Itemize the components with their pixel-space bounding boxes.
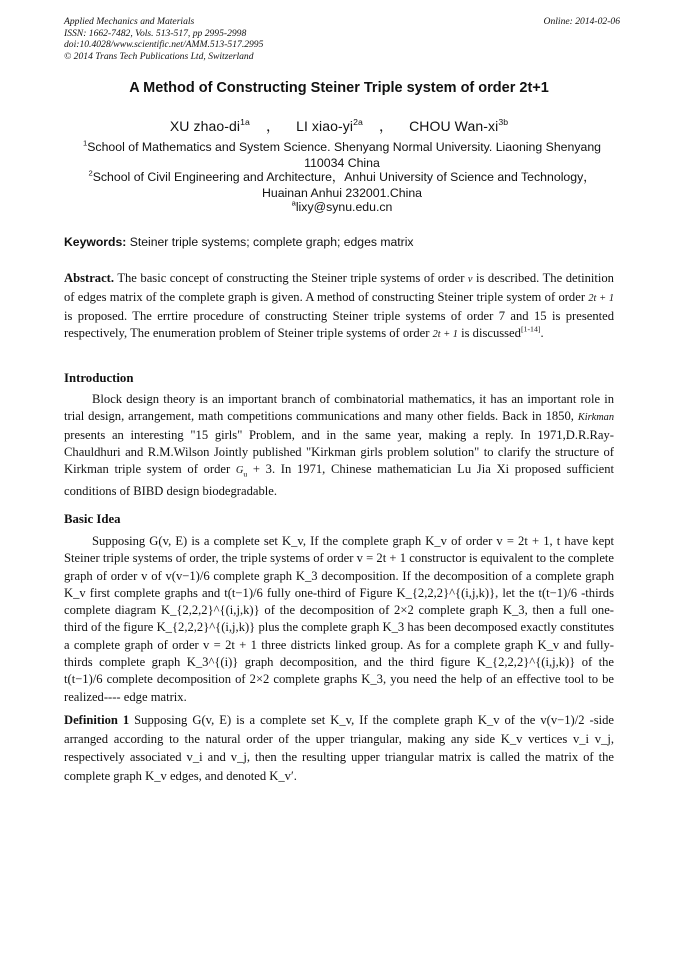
- online-date: Online: 2014-02-06: [543, 16, 620, 27]
- affiliation-1: $^1$School of Mathematics and System Science. Shenyang Normal University. Liaoning Shenyang 110034 China: [82, 138, 601, 170]
- introduction-paragraph: Block design theory is an important branch of combinatorial mathematics, it has an important role in trial design, arrangement, math competitions communications and many other fields. Back in 1850, Kirkman presents an interesting "15 girls" Problem, and in the same year, making a reply. In 1971,D.R.Ray-Chauldhuri and R.M.Wilson Jointly published "Kirkman girls problem solution" to clarify the structure of Kirkman triple system of order $G_u + 3$. In 1971, Chinese mathematician Lu Jia Xi proposed sufficient conditions of BIBD design biodegradable.: [64, 392, 614, 499]
- author-sup: 3b: [498, 116, 509, 127]
- section-heading-introduction: Introduction: [64, 371, 134, 385]
- author-list: XU zhao-$di^{1a}$ ， LI xiao-$yi^{2a}$ ， CHOU Wan-$xi^{3b}$: [169, 116, 509, 134]
- author-sup: 2a: [353, 116, 363, 127]
- abstract: Abstract. The basic concept of constructing the Steiner triple systems of order v is described. The detinition of edges matrix of the complete graph is given. A method of constructing Steiner triple system of order 2t + 1 is proposed. The errtire procedure of constructing Steiner triple systems of order 7 and 15 is presented respectively, The enumeration problem of Steiner triple systems of order 2t + 1 is discussed[1-14].: [64, 271, 614, 340]
- definition-label: Definition 1: [64, 713, 130, 727]
- journal-header: [64, 16, 620, 62]
- abstract-label: Abstract.: [64, 271, 115, 285]
- keywords: [64, 235, 620, 249]
- journal-name: Applied Mechanics and Materials: [64, 16, 195, 27]
- issn-line: ISSN: 1662-7482, Vols. 513-517, pp 2995-2998: [64, 27, 247, 39]
- author-name: CHOU Wan-xi: [409, 118, 499, 134]
- keywords-text: Steiner triple systems; complete graph; edges matrix: [129, 235, 414, 249]
- citation: [1-14]: [520, 324, 541, 334]
- keywords-label: Keywords:: [64, 235, 127, 249]
- section-heading-basic-idea: Basic Idea: [64, 512, 121, 526]
- paper-title: A Method of Constructing Steiner Triple system of order 2t+1: [129, 80, 549, 96]
- author-email: $^a$lixy@synu.edu.cn: [291, 198, 393, 214]
- affiliation-2: $^2$School of Civil Engineering and Architecture，Anhui University of Science and Technology， Huainan Anhui 232001.China: [88, 168, 596, 200]
- copyright-line: © 2014 Trans Tech Publications Ltd, Switzerland: [64, 50, 254, 62]
- author-name: LI xiao-yi: [296, 118, 354, 134]
- doi-line: doi:10.4028/www.scientific.net/AMM.513-517.2995: [64, 39, 264, 51]
- definition-1: [64, 711, 614, 785]
- author-name: XU zhao-di: [169, 118, 241, 134]
- author-sup: 1a: [240, 116, 250, 127]
- definition-text: Supposing G(v, E) is a complete set K_v, If the complete graph K_v of the v(v−1)/2 -side arranged according to the natural order of the upper triangular, making any side K_v vertices v_i v_j, respectively associated v_i and v_j, then the resulting upper triangular matrix is called the matrix of the complete graph K_v edges, and denoted K_v′.: [64, 713, 615, 783]
- basic-idea-paragraph: Supposing G(v, E) is a complete set K_v, If the complete graph K_v of order v = 2t + 1, t have kept Steiner triple systems of order, the triple systems of order v = 2t + 1 constructor is equivalent to the complete graph of order v of v(v−1)/6 complete graph K_3 decomposition. If the decomposition of a complete graph K_v first complete graphs and t(t−1)/6 fully one-third of Figure K_{2,2,2}^{(i,j,k)}, let the t(t−1)/6 -thirds complete diagram K_{2,2,2}^{(i,j,k)} of the decomposition of 2×2 complete graph K_3, then a full one-third of the figure K_{2,2,2}^{(i,j,k)} plus the complete graph K_3 has been decomposed exactly constitutes a complete graph of order v = 2t + 1 three districts linked group. As for a complete graph K_v and fully-thirds complete graph K_3^{(i)} graph decomposition, and the third figure K_{2,2,2}^{(i,j,k)} of the t(t−1)/6 complete decomposition of 2×2 complete graphs K_3, you need the help of an effective tool to be realized---- edge matrix.: [64, 534, 614, 704]
